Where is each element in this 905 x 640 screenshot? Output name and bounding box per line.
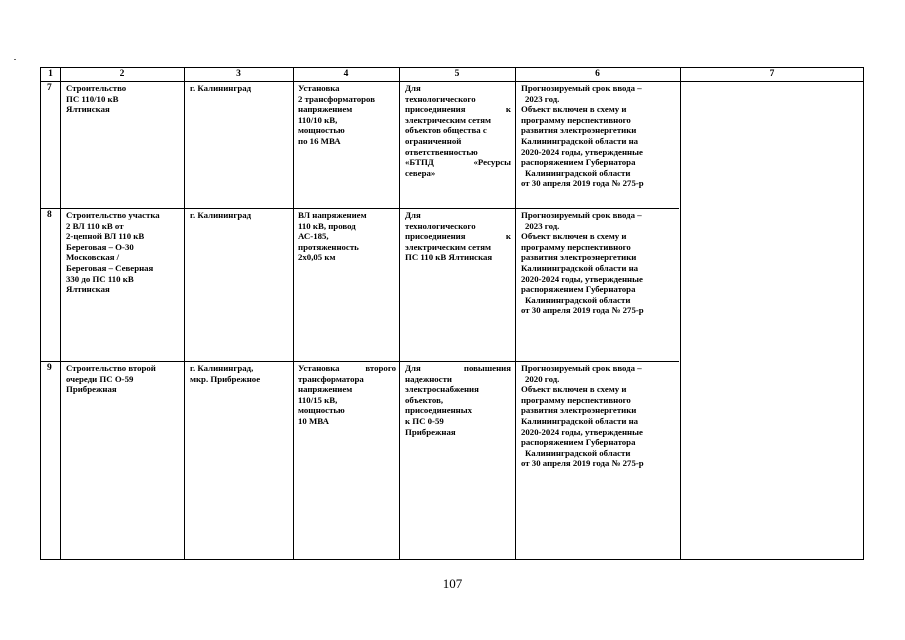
row-number: 9 — [47, 363, 52, 373]
row-8-params: ВЛ напряжением 110 кВ, провод АС-185, протяженность 2х0,05 км — [298, 210, 367, 263]
header-col-1: 1 — [48, 69, 53, 79]
row-7-purpose: Для технологического присоединения к электрическим сетям объектов общества с ограниченной ответственностью «БТПД «Ресурсы севера» — [405, 83, 511, 178]
header-col-6: 6 — [595, 69, 600, 79]
row-7-params: Установка 2 трансформаторов напряжением 110/10 кВ, мощностью по 16 МВА — [298, 83, 375, 146]
header-col-2: 2 — [119, 69, 125, 79]
header-col-5: 5 — [454, 69, 460, 79]
header-col-3: 3 — [236, 69, 241, 79]
row-9-params: Установка второго трансформатора напряжением 110/15 кВ, мощностью 10 МВА — [298, 363, 396, 426]
header-col-4: 4 — [343, 69, 349, 79]
row-9-purpose: Для повышения надежности электроснабжения объектов, присоединенных к ПС 0-59 Прибрежная — [405, 363, 511, 437]
row-7-name: Строительство ПС 110/10 кВ Ялтинская — [66, 83, 127, 115]
projects-table — [40, 67, 864, 560]
row-9-name: Строительство второй очереди ПС О-59 Прибрежная — [66, 363, 156, 395]
row-8-purpose: Для технологического присоединения к электрическим сетям ПС 110 кВ Ялтинская — [405, 210, 511, 263]
header-col-7: 7 — [769, 69, 775, 79]
row-8-note: Прогнозируемый срок ввода – 2023 год. Объект включен в схему и программу перспективного развития электроэнергетики Калининградской области на 2020-2024 годы, утвержденные распоряжением Губернатора Калининградской области от 30 апреля 2019 года № 275-р — [521, 210, 644, 316]
row-number: 8 — [47, 210, 52, 220]
page-number: 107 — [442, 576, 463, 591]
row-7-location: г. Калининград — [190, 83, 252, 93]
row-9-location: г. Калининград, мкр. Прибрежное — [190, 363, 261, 384]
row-7-note: Прогнозируемый срок ввода – 2023 год. Объект включен в схему и программу перспективного развития электроэнергетики Калининградской области на 2020-2024 годы, утвержденные распоряжением Губернатора Калининградской области от 30 апреля 2019 года № 275-р — [521, 83, 644, 189]
row-9-note: Прогнозируемый срок ввода – 2020 год. Объект включен в схему и программу перспективного развития электроэнергетики Калининградской области на 2020-2024 годы, утвержденные распоряжением Губернатора Калининградской области от 30 апреля 2019 года № 275-р — [521, 363, 644, 469]
row-number: 7 — [47, 83, 52, 93]
row-8-location: г. Калининград — [190, 210, 252, 220]
row-8-name: Строительство участка 2 ВЛ 110 кВ от 2-цепной ВЛ 110 кВ Береговая – О-30 Московская / Береговая – Северная 330 до ПС 110 кВ Ялтинская — [66, 210, 160, 295]
scan-speck — [14, 59, 16, 60]
